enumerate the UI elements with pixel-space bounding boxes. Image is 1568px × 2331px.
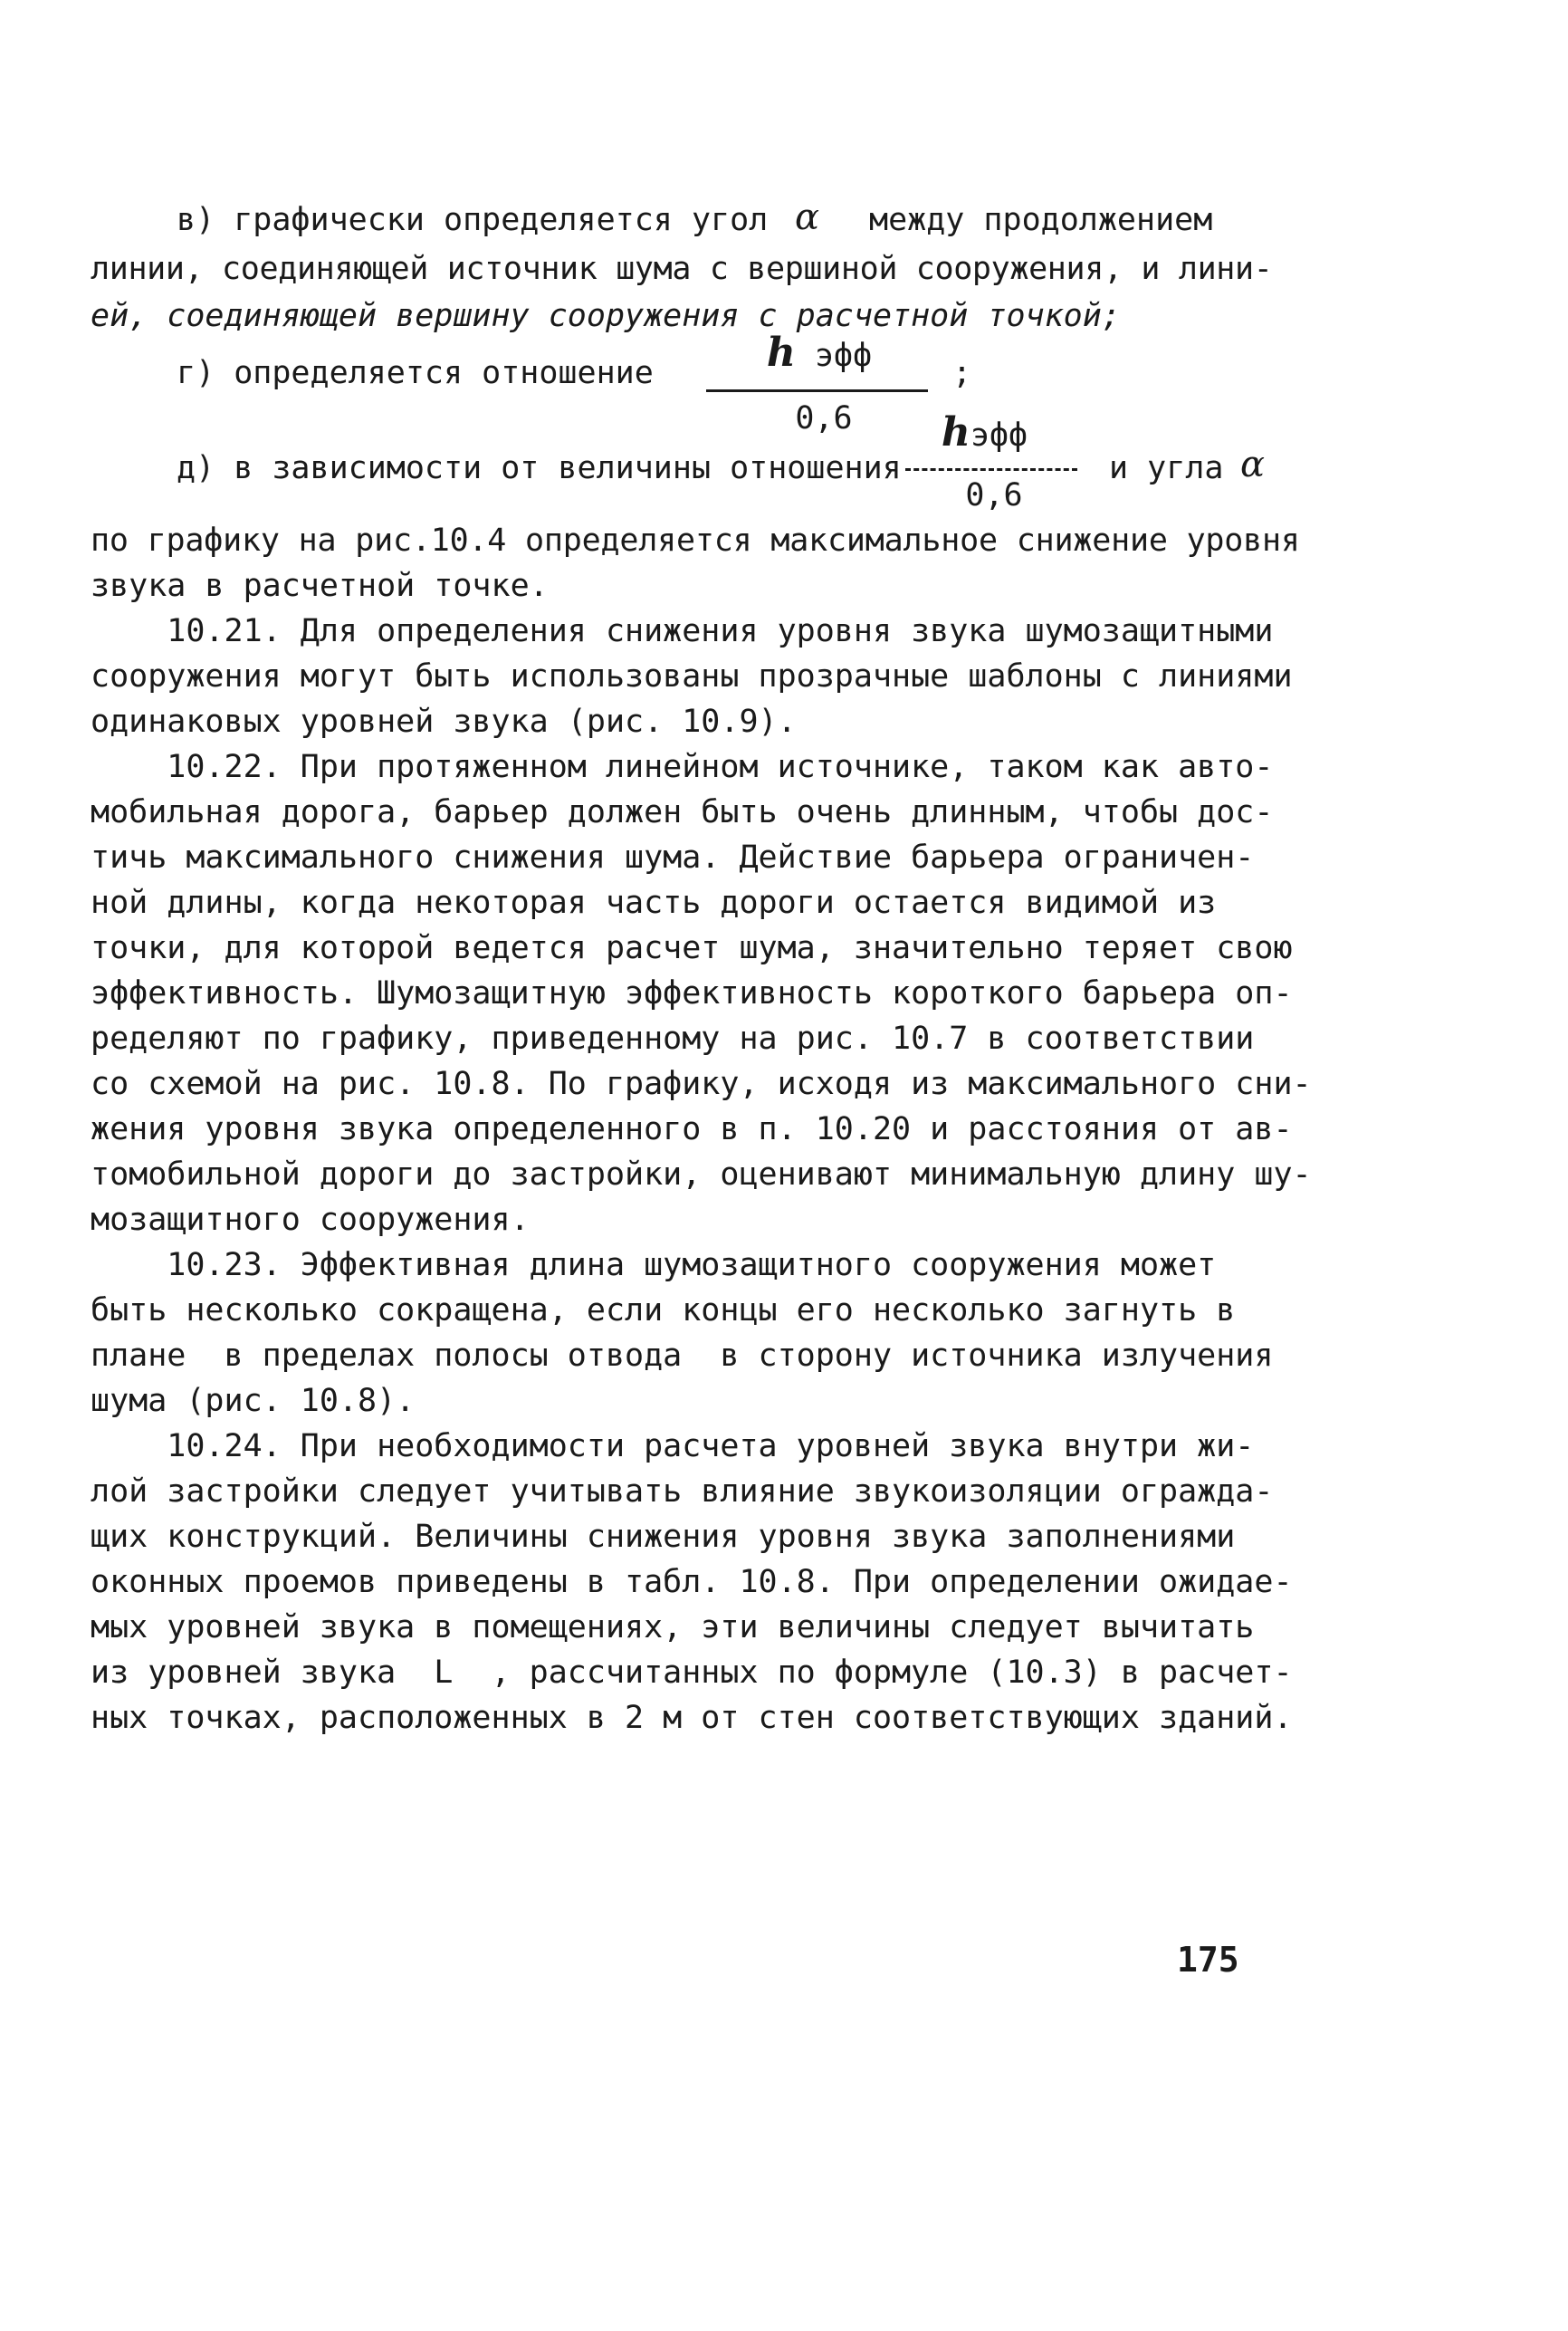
paragraph-10-22-line-3: тичь максимального снижения шума. Действие барьера ограничен- bbox=[91, 839, 1255, 876]
item-v-line-3: ей, соединяющей вершину сооружения с расчетной точкой; bbox=[91, 298, 1121, 334]
paragraph-10-24-line-4: оконных проемов приведены в табл. 10.8. При определении ожидае- bbox=[91, 1564, 1293, 1600]
paragraph-10-22-line-5: точки, для которой ведется расчет шума, значительно теряет свою bbox=[91, 930, 1293, 966]
paragraph-10-21-line-3: одинаковых уровней звука (рис. 10.9). bbox=[91, 704, 797, 740]
item-d-text-after: и угла bbox=[1109, 450, 1224, 486]
paragraph-10-22-line-6: эффективность. Шумозащитную эффективность короткого барьера оп- bbox=[91, 975, 1293, 1012]
paragraph-10-24-line-6: из уровней звука L , рассчитанных по формуле (10.3) в расчет- bbox=[91, 1655, 1293, 1691]
paragraph-10-23-line-1: 10.23. Эффективная длина шумозащитного сооружения может bbox=[91, 1247, 1217, 1283]
alpha-symbol: α bbox=[795, 197, 820, 238]
item-v-line-2: линии, соединяющей источник шума с вершиной сооружения, и лини- bbox=[91, 251, 1273, 287]
fraction-sub: эфф bbox=[970, 417, 1028, 454]
paragraph-10-21-line-1: 10.21. Для определения снижения уровня звука шумозащитными bbox=[91, 613, 1274, 649]
item-v-line-1-start: в) графически определяется угол bbox=[177, 202, 769, 238]
fraction-d-bar bbox=[905, 468, 1077, 471]
paragraph-10-22-line-7: ределяют по графику, приведенному на рис. 10.7 в соответствии bbox=[91, 1021, 1255, 1057]
h-symbol: h bbox=[941, 409, 970, 456]
paragraph-10-23-line-3: плане в пределах полосы отвода в сторону источника излучения bbox=[91, 1338, 1274, 1374]
page-number: 175 bbox=[1177, 1940, 1239, 1980]
item-g-semicolon: ; bbox=[952, 355, 972, 391]
alpha-symbol: α bbox=[1240, 444, 1266, 485]
paragraph-10-24-line-5: мых уровней звука в помещениях, эти величины следует вычитать bbox=[91, 1609, 1255, 1645]
fraction-sub: эфф bbox=[814, 338, 873, 374]
paragraph-10-24-line-1: 10.24. При необходимости расчета уровней звука внутри жи- bbox=[91, 1428, 1255, 1464]
paragraph-10-23-line-4: шума (рис. 10.8). bbox=[91, 1383, 416, 1419]
paragraph-10-24-line-3: щих конструкций. Величины снижения уровня звука заполнениями bbox=[91, 1519, 1236, 1555]
paragraph-10-22-line-10: томобильной дороги до застройки, оценивают минимальную длину шу- bbox=[91, 1156, 1312, 1193]
fraction-g-denominator: 0,6 bbox=[795, 400, 853, 436]
paragraph-10-24-line-2: лой застройки следует учитывать влияние звукоизоляции огражда- bbox=[91, 1473, 1274, 1510]
paragraph-10-22-line-8: со схемой на рис. 10.8. По графику, исходя из максимального сни- bbox=[91, 1066, 1312, 1102]
fraction-g-numerator bbox=[706, 330, 932, 376]
paragraph-10-22-line-9: жения уровня звука определенного в п. 10.20 и расстояния от ав- bbox=[91, 1111, 1293, 1147]
fraction-g-bar bbox=[706, 389, 928, 392]
item-d-text: д) в зависимости от величины отношения bbox=[177, 450, 902, 486]
paragraph-10-22-line-2: мобильная дорога, барьер должен быть очень длинным, чтобы дос- bbox=[91, 794, 1274, 830]
fraction-d-denominator: 0,6 bbox=[965, 477, 1023, 513]
paragraph-10-22-line-11: мозащитного сооружения. bbox=[91, 1202, 530, 1238]
paragraph-10-23-line-2: быть несколько сокращена, если концы его несколько загнуть в bbox=[91, 1292, 1236, 1329]
h-symbol: h bbox=[766, 330, 796, 376]
item-d-line-2: по графику на рис.10.4 определяется максимальное снижение уровня bbox=[91, 523, 1300, 559]
item-v-line-1-end: между продолжением bbox=[869, 202, 1213, 238]
fraction-d-numerator bbox=[923, 409, 1046, 456]
paragraph-10-24-line-7: ных точках, расположенных в 2 м от стен соответствующих зданий. bbox=[91, 1700, 1293, 1736]
paragraph-10-22-line-4: ной длины, когда некоторая часть дороги остается видимой из bbox=[91, 885, 1217, 921]
paragraph-10-22-line-1: 10.22. При протяженном линейном источнике, таком как авто- bbox=[91, 749, 1274, 785]
item-d-line-3: звука в расчетной точке. bbox=[91, 568, 549, 604]
item-g-text: г) определяется отношение bbox=[177, 355, 654, 391]
paragraph-10-21-line-2: сооружения могут быть использованы прозрачные шаблоны с линиями bbox=[91, 658, 1293, 695]
